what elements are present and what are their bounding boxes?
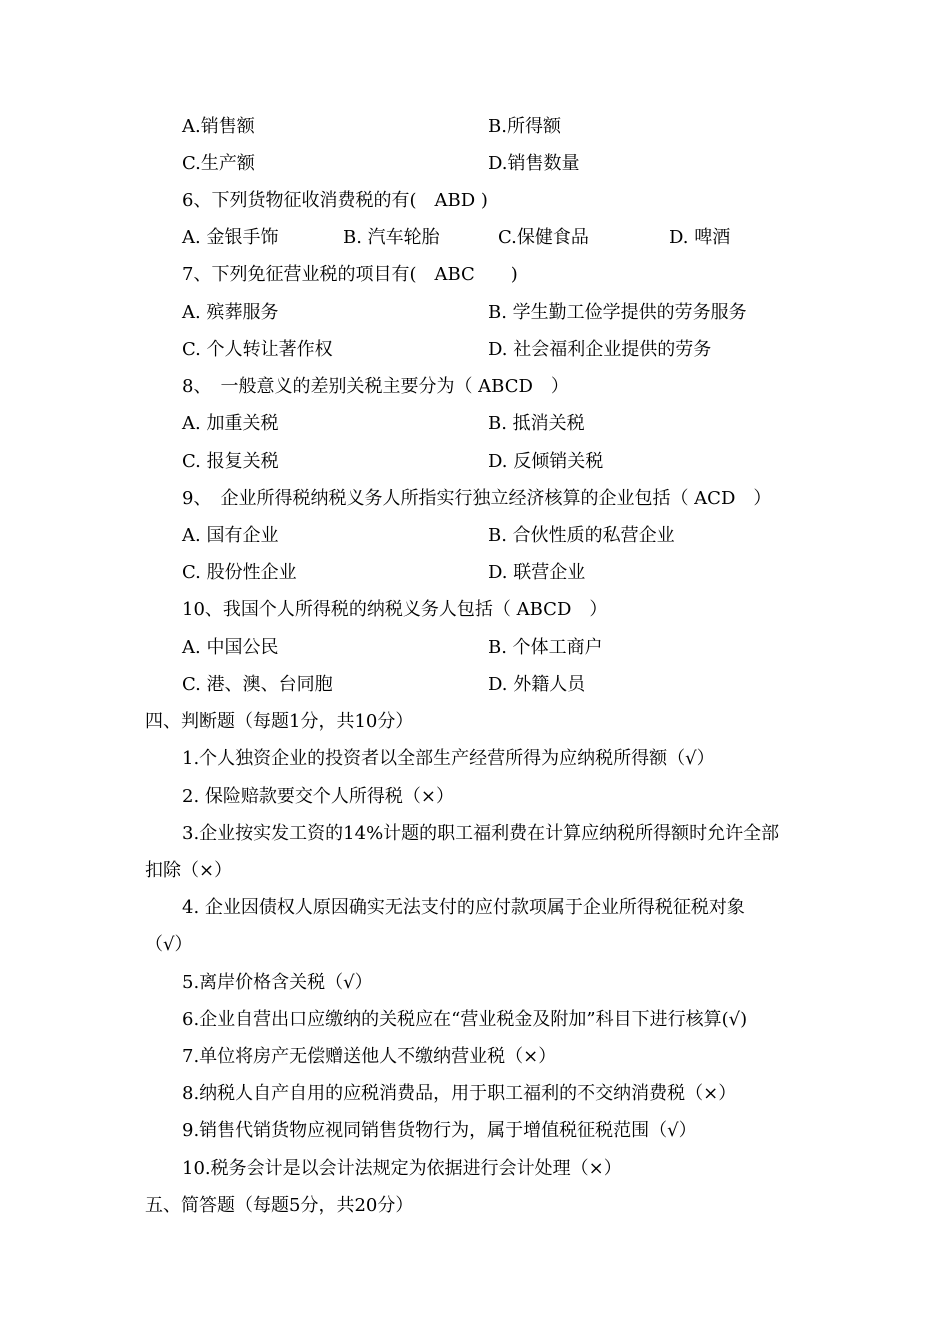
judgement-item-4-cont: （√） — [145, 934, 193, 955]
judgement-item-9: 9.销售代销货物应视同销售货物行为，属于增值税征税范围（√） — [182, 1120, 697, 1141]
judgement-item-10: 10.税务会计是以会计法规定为依据进行会计处理（×） — [182, 1158, 622, 1179]
q9-option-a: A. 国有企业 — [182, 525, 279, 546]
q10-option-d: D. 外籍人员 — [488, 674, 586, 695]
q6-options-row — [0, 227, 950, 251]
q8-stem: 8、 一般意义的差别关税主要分为（ ABCD ） — [182, 376, 569, 397]
q9-option-d: D. 联营企业 — [488, 562, 586, 583]
q10-option-c: C. 港、澳、台同胞 — [182, 674, 333, 695]
q7-option-c: C. 个人转让著作权 — [182, 339, 333, 360]
q9-stem: 9、 企业所得税纳税义务人所指实行独立经济核算的企业包括（ ACD ） — [182, 488, 772, 509]
judgement-item-2: 2. 保险赔款要交个人所得税（×） — [182, 786, 454, 807]
judgement-item-7: 7.单位将房产无偿赠送他人不缴纳营业税（×） — [182, 1046, 557, 1067]
q7-option-b: B. 学生勤工俭学提供的劳务服务 — [488, 302, 747, 323]
q8-option-b: B. 抵消关税 — [488, 413, 585, 434]
section-5-title: 五、简答题（每题5分，共20分） — [145, 1195, 414, 1216]
q6-stem: 6、下列货物征收消费税的有( ABD ) — [182, 190, 488, 211]
judgement-item-6: 6.企业自营出口应缴纳的关税应在“营业税金及附加”科目下进行核算(√) — [182, 1009, 748, 1030]
q7-option-d: D. 社会福利企业提供的劳务 — [488, 339, 712, 360]
judgement-item-4: 4. 企业因债权人原因确实无法支付的应付款项属于企业所得税征税对象 — [182, 897, 745, 918]
judgement-item-3-cont: 扣除（×） — [145, 860, 233, 881]
section-4-title: 四、判断题（每题1分，共10分） — [145, 711, 414, 732]
judgement-item-5: 5.离岸价格含关税（√） — [182, 972, 373, 993]
q7-stem: 7、下列免征营业税的项目有( ABC ) — [182, 264, 518, 285]
q7-option-a: A. 殡葬服务 — [182, 302, 279, 323]
q6-option-c: C.保健食品 — [498, 227, 589, 248]
q8-option-c: C. 报复关税 — [182, 451, 279, 472]
q5-option-a: A.销售额 — [182, 116, 255, 137]
q8-option-a: A. 加重关税 — [182, 413, 279, 434]
judgement-item-8: 8.纳税人自产自用的应税消费品，用于职工福利的不交纳消费税（×） — [182, 1083, 737, 1104]
q5-option-b: B.所得额 — [488, 116, 561, 137]
q8-option-d: D. 反倾销关税 — [488, 451, 604, 472]
q5-option-d: D.销售数量 — [488, 153, 580, 174]
q6-option-a: A. 金银手饰 — [182, 227, 279, 248]
q6-option-b: B. 汽车轮胎 — [343, 227, 440, 248]
q9-option-c: C. 股份性企业 — [182, 562, 297, 583]
q6-option-d: D. 啤酒 — [669, 227, 731, 248]
q10-stem: 10、我国个人所得税的纳税义务人包括（ ABCD ） — [182, 599, 608, 620]
q5-option-c: C.生产额 — [182, 153, 255, 174]
q10-option-b: B. 个体工商户 — [488, 637, 603, 658]
q10-option-a: A. 中国公民 — [182, 637, 279, 658]
q9-option-b: B. 合伙性质的私营企业 — [488, 525, 675, 546]
judgement-item-1: 1.个人独资企业的投资者以全部生产经营所得为应纳税所得额（√） — [182, 748, 715, 769]
judgement-item-3: 3.企业按实发工资的14%计题的职工福利费在计算应纳税所得额时允许全部 — [182, 823, 780, 844]
